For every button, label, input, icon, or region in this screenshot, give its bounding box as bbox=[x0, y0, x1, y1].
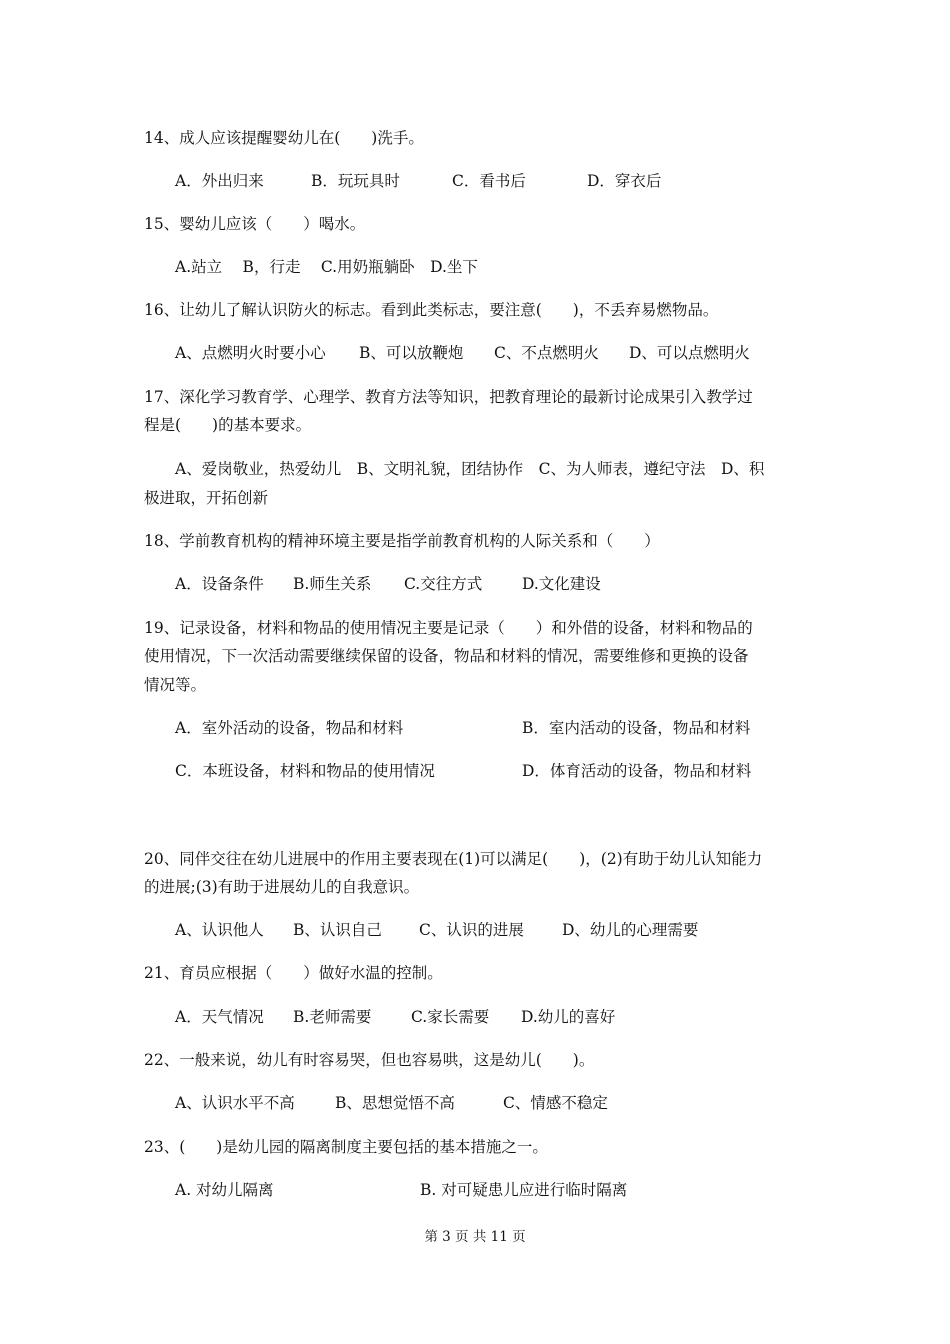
question-18: 18、学前教育机构的精神环境主要是指学前教育机构的人际关系和（ ） bbox=[144, 532, 660, 550]
question-22: 22、一般来说，幼儿有时容易哭，但也容易哄，这是幼儿( )。 bbox=[144, 1051, 595, 1069]
option-a: A．外出归来 bbox=[175, 172, 264, 190]
options-22 bbox=[175, 1093, 608, 1113]
question-17-line-2: 程是( )的基本要求。 bbox=[144, 416, 312, 434]
option-c: C．本班设备，材料和物品的使用情况 bbox=[175, 762, 435, 780]
options-21 bbox=[175, 1007, 615, 1027]
option-b: B. 对可疑患儿应进行临时隔离 bbox=[420, 1181, 628, 1199]
option-a: A、点燃明火时要小心 bbox=[175, 344, 326, 362]
option-b: B．玩玩具时 bbox=[311, 172, 400, 190]
option-b: B.师生关系 bbox=[293, 575, 372, 593]
option-a: A. 对幼儿隔离 bbox=[175, 1181, 274, 1199]
option-c: C．看书后 bbox=[452, 172, 526, 190]
question-20-line-2: 的进展;(3)有助于进展幼儿的自我意识。 bbox=[144, 878, 420, 896]
options-18 bbox=[175, 574, 601, 594]
option-d: D、幼儿的心理需要 bbox=[562, 921, 699, 939]
question-14: 14、成人应该提醒婴幼儿在( )洗手。 bbox=[144, 129, 424, 147]
option-d: D.文化建设 bbox=[522, 575, 601, 593]
question-17-line-1: 17、深化学习教育学、心理学、教育方法等知识，把教育理论的最新讨论成果引入教学过 bbox=[144, 388, 753, 406]
options-15: A.站立 B，行走 C.用奶瓶躺卧 D.坐下 bbox=[175, 258, 478, 276]
option-c: C、不点燃明火 bbox=[494, 344, 599, 362]
question-16: 16、让幼儿了解认识防火的标志。看到此类标志，要注意( )，不丢弃易燃物品。 bbox=[144, 301, 719, 319]
option-a: A．室外活动的设备，物品和材料 bbox=[175, 719, 404, 737]
option-b: B、认识自己 bbox=[293, 921, 382, 939]
question-19-line-3: 情况等。 bbox=[144, 676, 207, 694]
option-b: B．室内活动的设备，物品和材料 bbox=[522, 719, 751, 737]
option-b: B、思想觉悟不高 bbox=[335, 1094, 455, 1112]
option-a: A．设备条件 bbox=[175, 575, 264, 593]
option-d: D．穿衣后 bbox=[587, 172, 662, 190]
option-d: D．体育活动的设备，物品和材料 bbox=[522, 762, 752, 780]
option-d: D、可以点燃明火 bbox=[629, 344, 750, 362]
options-17-line-2: 极进取，开拓创新 bbox=[144, 489, 269, 507]
question-15: 15、婴幼儿应该（ ）喝水。 bbox=[144, 215, 366, 233]
options-16 bbox=[175, 343, 750, 363]
option-a: A．天气情况 bbox=[175, 1008, 264, 1026]
option-a: A、认识他人 bbox=[175, 921, 264, 939]
option-d: D.幼儿的喜好 bbox=[521, 1008, 616, 1026]
question-21: 21、育员应根据（ ）做好水温的控制。 bbox=[144, 964, 443, 982]
option-c: C.交往方式 bbox=[404, 575, 483, 593]
option-c: C.家长需要 bbox=[411, 1008, 490, 1026]
option-c: C、情感不稳定 bbox=[503, 1094, 608, 1112]
question-19-line-1: 19、记录设备，材料和物品的使用情况主要是记录（ ）和外借的设备，材料和物品的 bbox=[144, 619, 753, 637]
question-23: 23、( )是幼儿园的隔离制度主要包括的基本措施之一。 bbox=[144, 1138, 548, 1156]
option-a: A、认识水平不高 bbox=[175, 1094, 295, 1112]
options-17-line-1: A、爱岗敬业，热爱幼儿 B、文明礼貌，团结协作 C、为人师表，遵纪守法 D、积 bbox=[175, 460, 765, 478]
option-b: B.老师需要 bbox=[293, 1008, 372, 1026]
question-20-line-1: 20、同伴交往在幼儿进展中的作用主要表现在(1)可以满足( )，(2)有助于幼儿认知能力 bbox=[144, 850, 763, 868]
options-20 bbox=[175, 920, 698, 940]
question-19-line-2: 使用情况，下一次活动需要继续保留的设备，物品和材料的情况，需要维修和更换的设备 bbox=[144, 647, 749, 665]
options-14 bbox=[175, 171, 661, 191]
page-number: 第 3 页 共 11 页 bbox=[424, 1229, 526, 1245]
option-b: B、可以放鞭炮 bbox=[359, 344, 464, 362]
option-c: C、认识的进展 bbox=[419, 921, 524, 939]
